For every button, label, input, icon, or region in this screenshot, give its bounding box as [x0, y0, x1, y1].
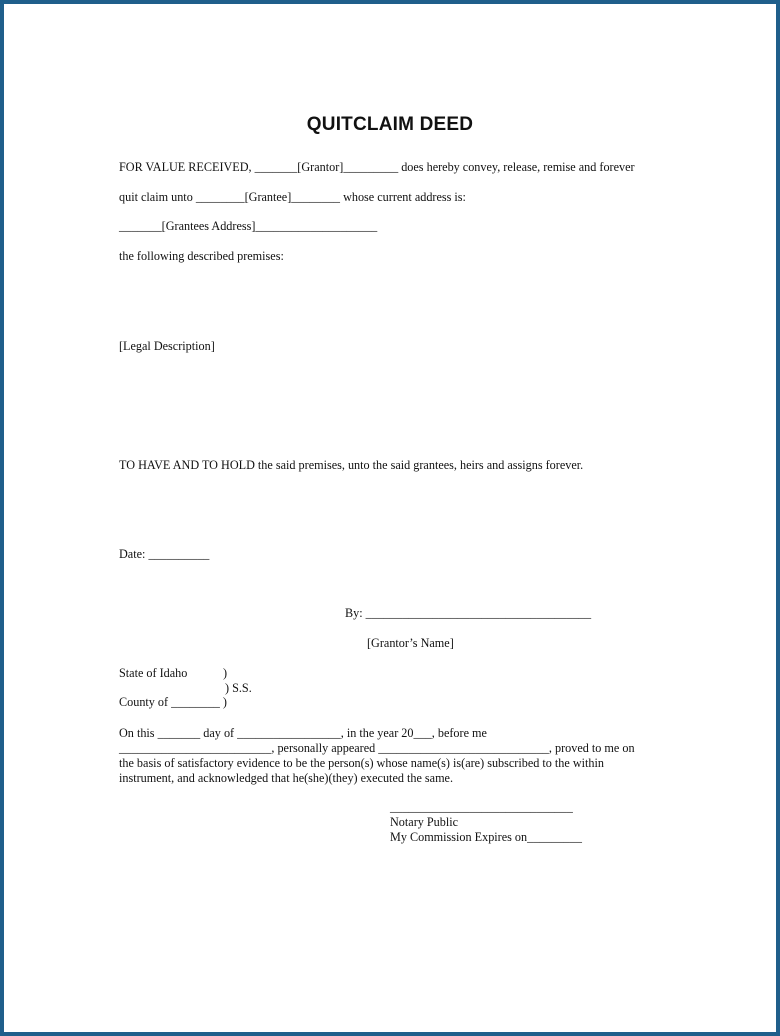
- document-title: QUITCLAIM DEED: [306, 114, 474, 135]
- acknowledgment-line-4: instrument, and acknowledged that he(she)(they) executed the same.: [119, 771, 454, 785]
- grantor-name-label: [Grantor’s Name]: [367, 636, 454, 650]
- habendum-clause: TO HAVE AND TO HOLD the said premises, unto the said grantees, heirs and assigns forever.: [119, 458, 584, 472]
- legal-description: [Legal Description]: [119, 339, 215, 353]
- conveyance-line-2: quit claim unto ________[Grantee]________ whose current address is:: [119, 190, 466, 204]
- premises-intro-line: the following described premises:: [119, 249, 284, 263]
- signature-by-line: By: _____________________________________: [345, 606, 592, 620]
- conveyance-line-1: FOR VALUE RECEIVED, _______[Grantor]_________ does hereby convey, release, remise and forever: [119, 160, 635, 174]
- acknowledgment-line-1: On this _______ day of _________________, in the year 20___, before me: [119, 726, 487, 740]
- grantee-address-line: _______[Grantees Address]____________________: [119, 219, 378, 233]
- notary-public-label: Notary Public: [390, 815, 459, 829]
- date-line: Date: __________: [119, 547, 210, 561]
- acknowledgment-line-2: _________________________, personally appeared ____________________________, proved to me on: [119, 741, 635, 755]
- notary-county-line: County of ________ ): [119, 695, 227, 709]
- notary-state-line: State of Idaho: [119, 666, 188, 680]
- notary-state-paren: ): [223, 666, 228, 680]
- notary-signature-line: ______________________________: [390, 800, 573, 814]
- notary-ss-line: ) S.S.: [225, 681, 252, 695]
- acknowledgment-line-3: the basis of satisfactory evidence to be the person(s) whose name(s) is(are) subscribed to the within: [119, 756, 604, 770]
- commission-expires-line: My Commission Expires on_________: [390, 830, 582, 844]
